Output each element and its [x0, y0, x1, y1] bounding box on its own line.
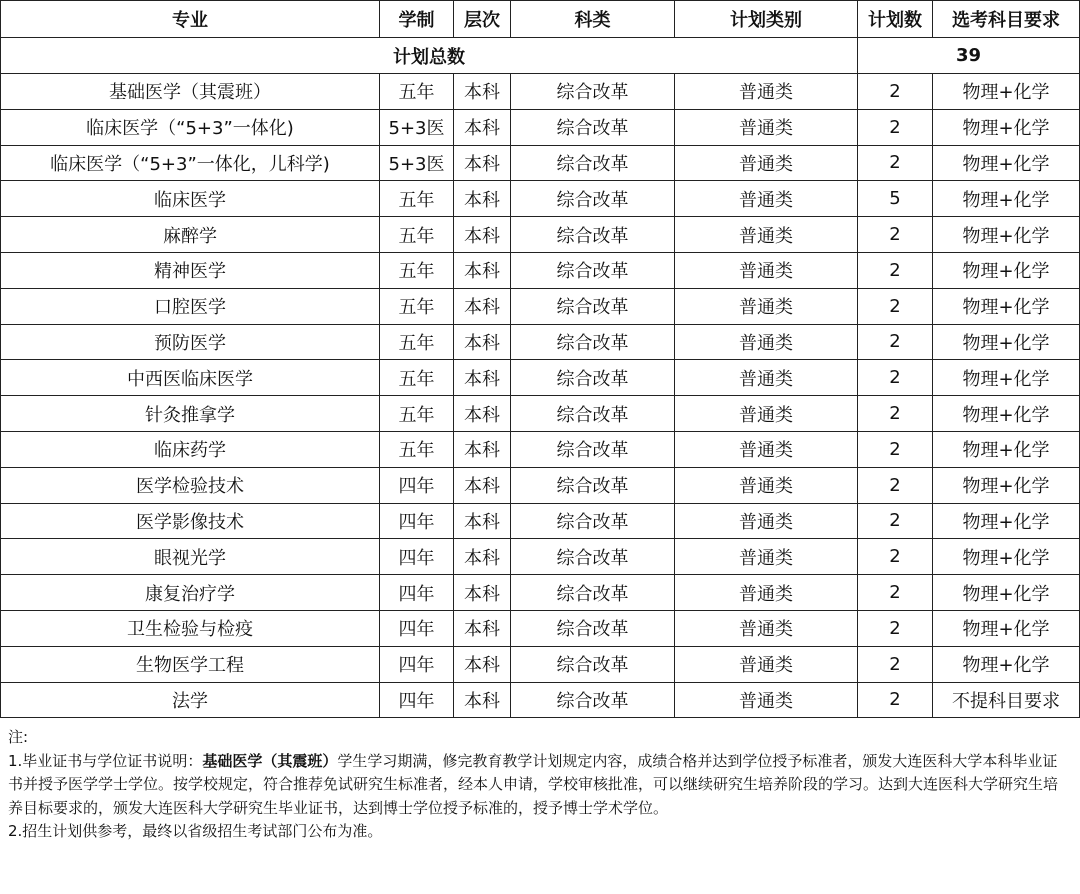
table-row: [1, 503, 1080, 539]
cell-plan-count: 2: [858, 74, 933, 110]
cell-plan-type: 普通类: [675, 217, 858, 253]
cell-level: 本科: [454, 575, 511, 611]
cell-level: 本科: [454, 396, 511, 432]
cell-level: 本科: [454, 74, 511, 110]
cell-major: 麻醉学: [1, 217, 380, 253]
cell-subject-requirement: 物理+化学: [933, 575, 1080, 611]
cell-duration: 四年: [380, 575, 454, 611]
cell-level: 本科: [454, 360, 511, 396]
header-row: [1, 1, 1080, 38]
table-row: [1, 181, 1080, 217]
cell-major: 医学影像技术: [1, 503, 380, 539]
cell-subject-requirement: 物理+化学: [933, 217, 1080, 253]
table-row: [1, 610, 1080, 646]
note-1: [8, 750, 1068, 821]
cell-major: 中西医临床医学: [1, 360, 380, 396]
cell-duration: 五年: [380, 74, 454, 110]
table-row: [1, 109, 1080, 145]
cell-level: 本科: [454, 610, 511, 646]
cell-plan-count: 2: [858, 646, 933, 682]
table-row: [1, 682, 1080, 718]
cell-plan-type: 普通类: [675, 431, 858, 467]
cell-plan-type: 普通类: [675, 360, 858, 396]
cell-category: 综合改革: [511, 324, 675, 360]
cell-duration: 5+3医: [380, 109, 454, 145]
cell-level: 本科: [454, 252, 511, 288]
cell-plan-type: 普通类: [675, 467, 858, 503]
cell-plan-count: 2: [858, 288, 933, 324]
cell-duration: 五年: [380, 396, 454, 432]
cell-plan-count: 2: [858, 145, 933, 181]
cell-subject-requirement: 物理+化学: [933, 396, 1080, 432]
cell-duration: 四年: [380, 646, 454, 682]
cell-plan-count: 2: [858, 324, 933, 360]
cell-duration: 五年: [380, 252, 454, 288]
cell-subject-requirement: 物理+化学: [933, 467, 1080, 503]
cell-subject-requirement: 物理+化学: [933, 646, 1080, 682]
cell-subject-requirement: 物理+化学: [933, 503, 1080, 539]
header-major: 专业: [1, 1, 380, 38]
note-1-text: 学生学习期满，修完教育教学计划规定内容，成绩合格并达到学位授予标准者，颁发大连医科大学本科毕业证书并授予医学学士学位。按学校规定，符合推荐免试研究生标准者，经本人申请，学校审核批准，可以继续研究生培养阶段的学习。达到大连医科大学研究生培养目标要求的，颁发大连医科大学研究生毕业证书，达到博士学位授予标准的，授予博士学术学位。: [8, 751, 1059, 817]
cell-level: 本科: [454, 682, 511, 718]
cell-duration: 四年: [380, 682, 454, 718]
cell-plan-type: 普通类: [675, 109, 858, 145]
cell-plan-type: 普通类: [675, 288, 858, 324]
table-row: [1, 324, 1080, 360]
cell-plan-type: 普通类: [675, 575, 858, 611]
cell-plan-type: 普通类: [675, 610, 858, 646]
cell-plan-type: 普通类: [675, 682, 858, 718]
cell-major: 生物医学工程: [1, 646, 380, 682]
cell-duration: 四年: [380, 503, 454, 539]
header-level: 层次: [454, 1, 511, 38]
cell-plan-count: 2: [858, 217, 933, 253]
total-row: [1, 38, 1080, 74]
cell-plan-count: 2: [858, 109, 933, 145]
cell-duration: 四年: [380, 539, 454, 575]
cell-plan-count: 2: [858, 360, 933, 396]
cell-plan-count: 2: [858, 539, 933, 575]
cell-major: 精神医学: [1, 252, 380, 288]
header-subject-requirement: 选考科目要求: [933, 1, 1080, 38]
cell-subject-requirement: 物理+化学: [933, 539, 1080, 575]
cell-category: 综合改革: [511, 431, 675, 467]
cell-subject-requirement: 不提科目要求: [933, 682, 1080, 718]
cell-major: 临床医学（“5+3”一体化): [1, 109, 380, 145]
cell-subject-requirement: 物理+化学: [933, 610, 1080, 646]
cell-subject-requirement: 物理+化学: [933, 324, 1080, 360]
cell-subject-requirement: 物理+化学: [933, 74, 1080, 110]
cell-subject-requirement: 物理+化学: [933, 109, 1080, 145]
cell-plan-type: 普通类: [675, 539, 858, 575]
cell-level: 本科: [454, 109, 511, 145]
cell-plan-type: 普通类: [675, 74, 858, 110]
cell-duration: 四年: [380, 467, 454, 503]
header-plan-type: 计划类别: [675, 1, 858, 38]
cell-category: 综合改革: [511, 288, 675, 324]
cell-plan-count: 2: [858, 431, 933, 467]
cell-major: 临床医学（“5+3”一体化，儿科学): [1, 145, 380, 181]
cell-subject-requirement: 物理+化学: [933, 431, 1080, 467]
header-duration: 学制: [380, 1, 454, 38]
table-row: [1, 431, 1080, 467]
cell-major: 口腔医学: [1, 288, 380, 324]
cell-category: 综合改革: [511, 646, 675, 682]
cell-level: 本科: [454, 467, 511, 503]
cell-level: 本科: [454, 324, 511, 360]
cell-duration: 五年: [380, 217, 454, 253]
cell-category: 综合改革: [511, 467, 675, 503]
cell-subject-requirement: 物理+化学: [933, 288, 1080, 324]
table-row: [1, 252, 1080, 288]
cell-duration: 五年: [380, 431, 454, 467]
cell-major: 临床药学: [1, 431, 380, 467]
cell-plan-type: 普通类: [675, 396, 858, 432]
cell-major: 卫生检验与检疫: [1, 610, 380, 646]
cell-plan-type: 普通类: [675, 646, 858, 682]
header-plan-count: 计划数: [858, 1, 933, 38]
cell-level: 本科: [454, 217, 511, 253]
cell-category: 综合改革: [511, 503, 675, 539]
cell-major: 眼视光学: [1, 539, 380, 575]
cell-plan-type: 普通类: [675, 503, 858, 539]
table-row: [1, 360, 1080, 396]
cell-category: 综合改革: [511, 360, 675, 396]
table-row: [1, 467, 1080, 503]
cell-category: 综合改革: [511, 610, 675, 646]
cell-level: 本科: [454, 646, 511, 682]
table-row: [1, 396, 1080, 432]
cell-subject-requirement: 物理+化学: [933, 360, 1080, 396]
cell-level: 本科: [454, 431, 511, 467]
cell-plan-count: 5: [858, 181, 933, 217]
cell-level: 本科: [454, 145, 511, 181]
cell-category: 综合改革: [511, 396, 675, 432]
cell-plan-count: 2: [858, 467, 933, 503]
cell-category: 综合改革: [511, 682, 675, 718]
header-category: 科类: [511, 1, 675, 38]
cell-category: 综合改革: [511, 217, 675, 253]
table-row: [1, 288, 1080, 324]
cell-category: 综合改革: [511, 575, 675, 611]
total-value: 39: [858, 38, 1080, 74]
cell-category: 综合改革: [511, 539, 675, 575]
table-row: [1, 217, 1080, 253]
table-row: [1, 539, 1080, 575]
cell-major: 临床医学: [1, 181, 380, 217]
notes: [0, 718, 1076, 844]
cell-plan-type: 普通类: [675, 252, 858, 288]
cell-level: 本科: [454, 288, 511, 324]
cell-major: 医学检验技术: [1, 467, 380, 503]
table-row: [1, 74, 1080, 110]
cell-plan-type: 普通类: [675, 181, 858, 217]
cell-subject-requirement: 物理+化学: [933, 181, 1080, 217]
note-1-bold-major: 基础医学（其震班）: [202, 751, 338, 770]
cell-major: 针灸推拿学: [1, 396, 380, 432]
cell-plan-count: 2: [858, 252, 933, 288]
table-row: [1, 575, 1080, 611]
cell-subject-requirement: 物理+化学: [933, 145, 1080, 181]
cell-level: 本科: [454, 503, 511, 539]
note-1-prefix: 1.毕业证书与学位证书说明：: [8, 751, 203, 770]
table-row: [1, 646, 1080, 682]
cell-plan-count: 2: [858, 503, 933, 539]
notes-heading: 注:: [8, 728, 29, 747]
cell-level: 本科: [454, 181, 511, 217]
cell-duration: 五年: [380, 360, 454, 396]
cell-plan-type: 普通类: [675, 324, 858, 360]
cell-plan-count: 2: [858, 396, 933, 432]
cell-category: 综合改革: [511, 109, 675, 145]
cell-duration: 5+3医: [380, 145, 454, 181]
cell-duration: 五年: [380, 288, 454, 324]
cell-subject-requirement: 物理+化学: [933, 252, 1080, 288]
cell-level: 本科: [454, 539, 511, 575]
cell-category: 综合改革: [511, 252, 675, 288]
cell-major: 康复治疗学: [1, 575, 380, 611]
cell-category: 综合改革: [511, 74, 675, 110]
cell-plan-count: 2: [858, 610, 933, 646]
cell-plan-count: 2: [858, 682, 933, 718]
note-2: 2.招生计划供参考，最终以省级招生考试部门公布为准。: [8, 822, 383, 841]
cell-major: 法学: [1, 682, 380, 718]
cell-major: 基础医学（其震班）: [1, 74, 380, 110]
cell-duration: 五年: [380, 181, 454, 217]
cell-major: 预防医学: [1, 324, 380, 360]
cell-plan-type: 普通类: [675, 145, 858, 181]
cell-category: 综合改革: [511, 181, 675, 217]
cell-category: 综合改革: [511, 145, 675, 181]
cell-duration: 四年: [380, 610, 454, 646]
cell-plan-count: 2: [858, 575, 933, 611]
total-label: 计划总数: [1, 38, 858, 74]
cell-duration: 五年: [380, 324, 454, 360]
table-row: [1, 145, 1080, 181]
